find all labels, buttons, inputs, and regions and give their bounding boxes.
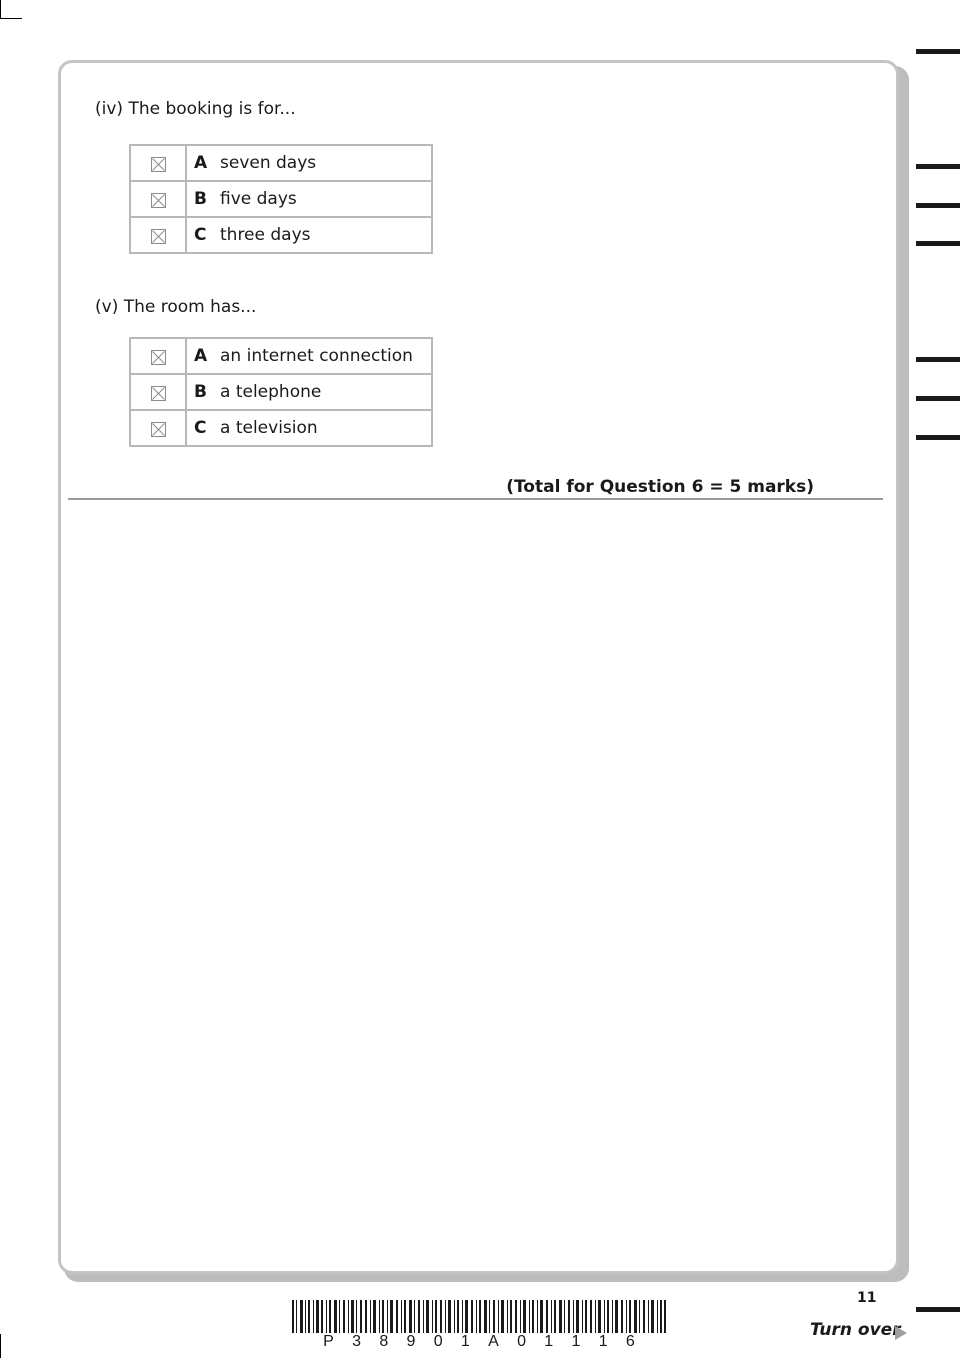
option-text: seven days [220,153,317,173]
question-v-prompt: (v) The room has... [95,297,257,317]
margin-bar [916,435,960,440]
crop-mark-bottom-left-v [0,1334,1,1358]
barcode-char: A [488,1333,499,1350]
option-text: a television [220,418,318,438]
barcode-char: 8 [379,1333,389,1350]
option-letter: B [194,189,207,209]
crop-mark-top-left-h [0,18,22,19]
option-letter: C [194,225,207,245]
question-iv-options [129,144,433,254]
barcode-text [292,1333,666,1351]
triangle-right-icon [895,1326,907,1340]
margin-bar [916,241,960,246]
margin-bar [916,1307,960,1312]
option-row[interactable] [130,181,432,217]
option-letter: A [194,346,208,366]
option-letter: A [194,153,208,173]
margin-bar [916,49,960,54]
option-text: five days [220,189,297,209]
margin-bar [916,203,960,208]
barcode-char: 6 [625,1333,635,1350]
question-iv-prompt: (iv) The booking is for... [95,99,296,119]
option-row[interactable] [130,217,432,253]
page-number: 11 [857,1290,877,1306]
option-text: an internet connection [220,346,413,366]
checkbox-icon[interactable] [151,386,166,401]
checkbox-icon[interactable] [151,229,166,244]
option-text: a telephone [220,382,322,402]
checkbox-icon[interactable] [151,193,166,208]
barcode-char: 0 [433,1333,443,1350]
barcode-char: 1 [544,1333,554,1350]
option-row[interactable] [130,374,432,410]
barcode-char: P [323,1333,334,1350]
option-row[interactable] [130,145,432,181]
barcode-char: 1 [598,1333,608,1350]
checkbox-icon[interactable] [151,157,166,172]
option-row[interactable] [130,410,432,446]
option-text: three days [220,225,311,245]
barcode-char: 9 [406,1333,416,1350]
crop-mark-top-left-v [0,0,1,18]
turn-over-label: Turn over [810,1320,901,1340]
barcode [292,1300,666,1336]
total-marks: (Total for Question 6 = 5 marks) [506,477,814,497]
barcode-char: 1 [460,1333,470,1350]
option-letter: C [194,418,207,438]
total-rule [68,498,883,500]
question-v-options [129,337,433,447]
barcode-char: 0 [517,1333,526,1350]
option-row[interactable] [130,338,432,374]
margin-bar [916,357,960,362]
option-letter: B [194,382,207,402]
barcode-char: 3 [352,1333,362,1350]
barcode-char: 1 [571,1333,581,1350]
checkbox-icon[interactable] [151,350,166,365]
margin-bar [916,164,960,169]
checkbox-icon[interactable] [151,422,166,437]
margin-bar [916,396,960,401]
